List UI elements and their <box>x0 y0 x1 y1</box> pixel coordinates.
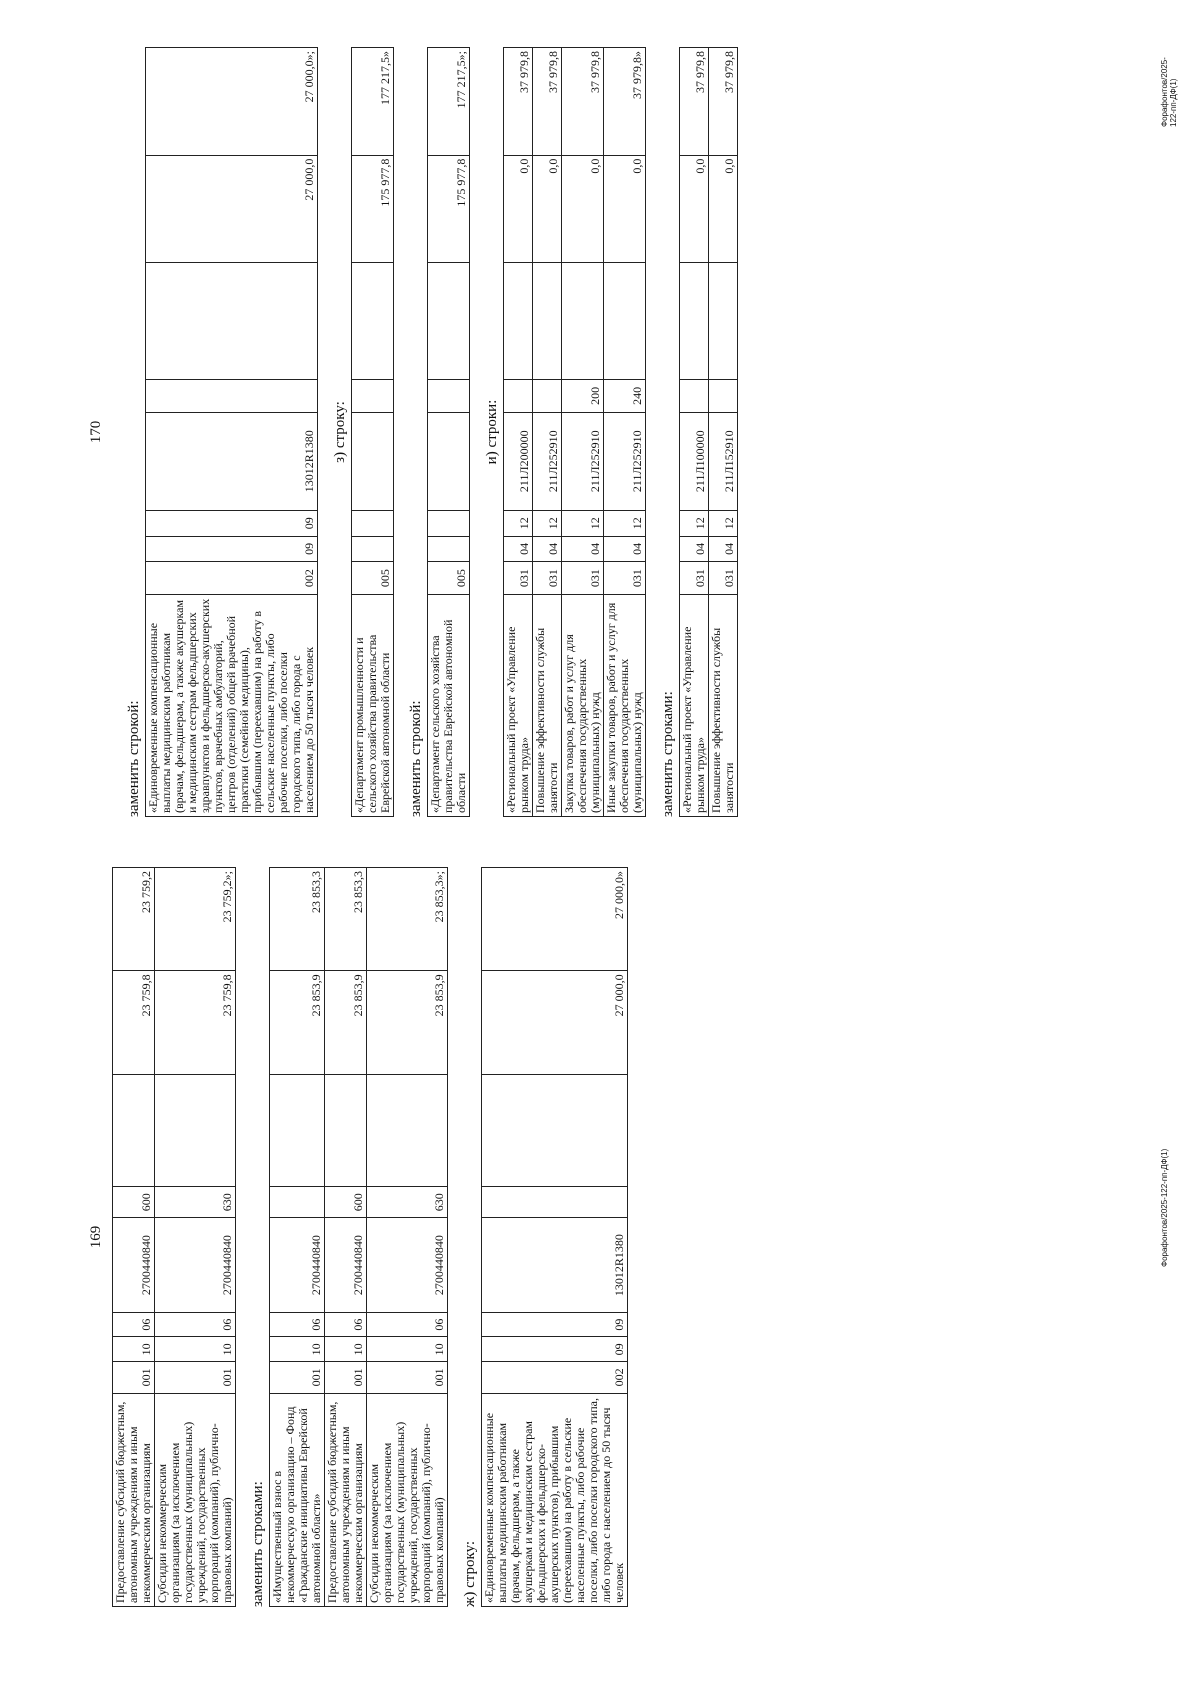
subsection-code-cell: 09 <box>482 1312 628 1337</box>
section-label: ж) строку: <box>462 1540 478 1607</box>
page-169 <box>0 867 1200 1607</box>
row-name-cell: Иные закупки товаров, работ и услуг для обеспечения государственных (муниципальных) нужд <box>604 594 646 816</box>
page-content <box>112 867 628 1607</box>
expense-type-cell <box>680 379 709 412</box>
table-row <box>604 48 646 817</box>
section-code-cell: 04 <box>504 536 533 562</box>
table-row <box>146 48 318 817</box>
target-article-cell: 13012R1380 <box>482 1218 628 1312</box>
table-row <box>504 48 533 817</box>
budget-table <box>145 47 318 817</box>
page-footer: Форафонтов/2025-122-пп-ДФ(1) <box>1160 57 1178 127</box>
value-2027-cell: 23 759,2»; <box>155 868 236 971</box>
table-row <box>113 868 155 1607</box>
page-number: 169 <box>88 1225 104 1249</box>
row-name-cell: Предоставление субсидий бюджетным, автономным учреждениям и иным некоммерческим организациям <box>113 1393 155 1606</box>
empty-cell <box>352 263 394 380</box>
value-2026-cell: 175 977,8 <box>428 155 470 263</box>
value-2026-cell: 23 759,8 <box>113 971 155 1074</box>
empty-cell <box>428 263 470 380</box>
expense-type-cell <box>504 379 533 412</box>
value-2026-cell: 0,0 <box>604 155 646 263</box>
subsection-code-cell: 06 <box>155 1312 236 1337</box>
ministry-code-cell: 031 <box>680 562 709 595</box>
section-code-cell: 10 <box>325 1337 367 1362</box>
value-2027-cell: 37 979,8 <box>680 48 709 156</box>
row-name-cell: «Имущественный взнос в некоммерческую организацию – Фонд «Гражданские инициативы Еврейской автономной области» <box>270 1393 325 1606</box>
ministry-code-cell: 002 <box>482 1362 628 1393</box>
page-footer: Форафонтов/2025-122-пп-ДФ(1) <box>1160 1148 1169 1267</box>
subsection-code-cell: 09 <box>146 510 318 536</box>
ministry-code-cell: 001 <box>155 1362 236 1393</box>
section-label: заменить строками: <box>660 691 676 817</box>
target-article-cell: 13012R1380 <box>146 412 318 510</box>
value-2026-cell: 23 853,9 <box>367 971 448 1074</box>
subsection-code-cell: 12 <box>562 510 604 536</box>
section-code-cell: 04 <box>562 536 604 562</box>
value-2027-cell: 37 979,8 <box>533 48 562 156</box>
subsection-code-cell: 06 <box>325 1312 367 1337</box>
row-name-cell: Субсидии некоммерческим организациям (за исключением государственных (муниципальных) учреждений, государственных корпораций (компаний), публично-правовых компаний) <box>367 1393 448 1606</box>
value-2026-cell: 0,0 <box>709 155 738 263</box>
empty-cell <box>367 1074 448 1186</box>
ministry-code-cell: 005 <box>352 562 394 595</box>
row-name-cell: «Единовременные компенсационные выплаты медицинским работникам (врачам, фельдшерам, а также акушеркам и медицинским сестрам фельдшерских здравпунктов и фельдшерско-акушерских пунктов, врачебных амбулаторий, центров (отделений) общей врачебной практики (семейной медицины), прибывшим (переехавшим) на работу в сельские населенные пункты, либо рабочие поселки, либо поселки городского типа, либо города с населением до 50 тысяч человек <box>146 594 318 816</box>
target-article-cell: 2700440840 <box>367 1218 448 1312</box>
table-row <box>367 868 448 1607</box>
subsection-code-cell: 12 <box>709 510 738 536</box>
section-code-cell: 04 <box>709 536 738 562</box>
row-name-cell: «Департамент сельского хозяйства правительства Еврейской автономной области <box>428 594 470 816</box>
expense-type-cell: 600 <box>113 1187 155 1218</box>
section-code-cell: 04 <box>533 536 562 562</box>
value-2027-cell: 37 979,8 <box>504 48 533 156</box>
empty-cell <box>155 1074 236 1186</box>
target-article-cell: 2700440840 <box>270 1218 325 1312</box>
subsection-code-cell: 12 <box>504 510 533 536</box>
empty-cell <box>113 1074 155 1186</box>
table-row <box>428 48 470 817</box>
row-name-cell: «Департамент промышленности и сельского хозяйства правительства Еврейской автономной области <box>352 594 394 816</box>
row-name-cell: «Единовременные компенсационные выплаты медицинским работникам (врачам, фельдшерам, а также акушеркам и медицинским сестрам фельдшерских и фельдшерско-акушерских пунктов), прибывшим (переехавшим) на работу в сельские населенные пункты, либо рабочие поселки, либо поселки городского типа, либо города с населением до 50 тысяч человек <box>482 1393 628 1606</box>
value-2027-cell: 27 000,0» <box>482 868 628 971</box>
target-article-cell: 2700440840 <box>325 1218 367 1312</box>
ministry-code-cell: 031 <box>533 562 562 595</box>
table-row <box>482 868 628 1607</box>
table-row <box>270 868 325 1607</box>
page-content <box>112 47 738 817</box>
row-name-cell: Повышение эффективности службы занятости <box>533 594 562 816</box>
table-row <box>680 48 709 817</box>
subsection-code-cell: 06 <box>113 1312 155 1337</box>
value-2027-cell: 37 979,8 <box>709 48 738 156</box>
target-article-cell: 211Л152910 <box>709 412 738 510</box>
subsection-code-cell: 06 <box>367 1312 448 1337</box>
section-code-cell: 04 <box>604 536 646 562</box>
section-code-cell: 10 <box>113 1337 155 1362</box>
budget-table <box>427 47 470 817</box>
value-2026-cell: 0,0 <box>504 155 533 263</box>
target-article-cell: 211Л252910 <box>562 412 604 510</box>
expense-type-cell: 600 <box>325 1187 367 1218</box>
empty-cell <box>482 1074 628 1186</box>
empty-cell <box>270 1074 325 1186</box>
expense-type-cell <box>270 1187 325 1218</box>
page-number: 170 <box>88 420 104 444</box>
budget-table <box>481 867 628 1607</box>
expense-type-cell <box>533 379 562 412</box>
budget-table <box>503 47 646 817</box>
value-2026-cell: 23 853,9 <box>270 971 325 1074</box>
section-code-cell: 09 <box>146 536 318 562</box>
section-label: заменить строками: <box>250 1481 266 1607</box>
target-article-cell: 211Л100000 <box>680 412 709 510</box>
value-2027-cell: 23 853,3»; <box>367 868 448 971</box>
table-row <box>352 48 394 817</box>
expense-type-cell <box>428 379 470 412</box>
budget-table <box>351 47 394 817</box>
value-2027-cell: 37 979,8» <box>604 48 646 156</box>
table-row <box>562 48 604 817</box>
section-code-cell: 10 <box>367 1337 448 1362</box>
value-2026-cell: 0,0 <box>562 155 604 263</box>
expense-type-cell: 200 <box>562 379 604 412</box>
value-2027-cell: 177 217,5» <box>352 48 394 156</box>
section-label: з) строку: <box>332 401 348 463</box>
ministry-code-cell: 002 <box>146 562 318 595</box>
empty-cell <box>562 263 604 380</box>
expense-type-cell: 630 <box>155 1187 236 1218</box>
ministry-code-cell: 001 <box>367 1362 448 1393</box>
value-2026-cell: 27 000,0 <box>482 971 628 1074</box>
target-article-cell <box>352 412 394 510</box>
target-article-cell <box>428 412 470 510</box>
expense-type-cell <box>352 379 394 412</box>
budget-table <box>269 867 448 1607</box>
expense-type-cell <box>709 379 738 412</box>
target-article-cell: 2700440840 <box>155 1218 236 1312</box>
row-name-cell: «Региональный проект «Управление рынком труда» <box>504 594 533 816</box>
ministry-code-cell: 001 <box>325 1362 367 1393</box>
subsection-code-cell: 06 <box>270 1312 325 1337</box>
target-article-cell: 211Л200000 <box>504 412 533 510</box>
section-code-cell <box>428 536 470 562</box>
value-2026-cell: 23 759,8 <box>155 971 236 1074</box>
table-row <box>709 48 738 817</box>
empty-cell <box>325 1074 367 1186</box>
expense-type-cell <box>146 379 318 412</box>
value-2027-cell: 27 000,0»; <box>146 48 318 156</box>
value-2026-cell: 175 977,8 <box>352 155 394 263</box>
budget-table <box>112 867 236 1607</box>
expense-type-cell: 630 <box>367 1187 448 1218</box>
section-code-cell: 10 <box>270 1337 325 1362</box>
target-article-cell: 211Л252910 <box>604 412 646 510</box>
ministry-code-cell: 031 <box>604 562 646 595</box>
section-code-cell: 09 <box>482 1337 628 1362</box>
ministry-code-cell: 005 <box>428 562 470 595</box>
row-name-cell: Повышение эффективности службы занятости <box>709 594 738 816</box>
target-article-cell: 211Л252910 <box>533 412 562 510</box>
value-2026-cell: 0,0 <box>533 155 562 263</box>
empty-cell <box>680 263 709 380</box>
empty-cell <box>709 263 738 380</box>
value-2027-cell: 23 759,2 <box>113 868 155 971</box>
table-row <box>155 868 236 1607</box>
subsection-code-cell: 12 <box>680 510 709 536</box>
value-2026-cell: 23 853,9 <box>325 971 367 1074</box>
expense-type-cell <box>482 1187 628 1218</box>
value-2027-cell: 177 217,5»; <box>428 48 470 156</box>
row-name-cell: «Региональный проект «Управление рынком труда» <box>680 594 709 816</box>
subsection-code-cell: 12 <box>533 510 562 536</box>
value-2026-cell: 0,0 <box>680 155 709 263</box>
section-label: заменить строкой: <box>408 700 424 817</box>
empty-cell <box>504 263 533 380</box>
row-name-cell: Субсидии некоммерческим организациям (за исключением государственных (муниципальных) учреждений, государственных корпораций (компаний), публично-правовых компаний) <box>155 1393 236 1606</box>
ministry-code-cell: 031 <box>504 562 533 595</box>
expense-type-cell: 240 <box>604 379 646 412</box>
value-2026-cell: 27 000,0 <box>146 155 318 263</box>
empty-cell <box>604 263 646 380</box>
subsection-code-cell <box>352 510 394 536</box>
budget-table <box>679 47 738 817</box>
empty-cell <box>533 263 562 380</box>
section-code-cell <box>352 536 394 562</box>
row-name-cell: Предоставление субсидий бюджетным, автономным учреждениям и иным некоммерческим организациям <box>325 1393 367 1606</box>
page-170 <box>0 47 1200 817</box>
empty-cell <box>146 263 318 380</box>
subsection-code-cell <box>428 510 470 536</box>
section-code-cell: 10 <box>155 1337 236 1362</box>
section-label: и) строки: <box>484 399 500 465</box>
table-row <box>533 48 562 817</box>
value-2027-cell: 37 979,8 <box>562 48 604 156</box>
value-2027-cell: 23 853,3 <box>325 868 367 971</box>
ministry-code-cell: 031 <box>562 562 604 595</box>
value-2027-cell: 23 853,3 <box>270 868 325 971</box>
subsection-code-cell: 12 <box>604 510 646 536</box>
ministry-code-cell: 001 <box>113 1362 155 1393</box>
section-label: заменить строкой: <box>126 700 142 817</box>
section-code-cell: 04 <box>680 536 709 562</box>
row-name-cell: Закупка товаров, работ и услуг для обеспечения государственных (муниципальных) нужд <box>562 594 604 816</box>
table-row <box>325 868 367 1607</box>
ministry-code-cell: 001 <box>270 1362 325 1393</box>
target-article-cell: 2700440840 <box>113 1218 155 1312</box>
ministry-code-cell: 031 <box>709 562 738 595</box>
